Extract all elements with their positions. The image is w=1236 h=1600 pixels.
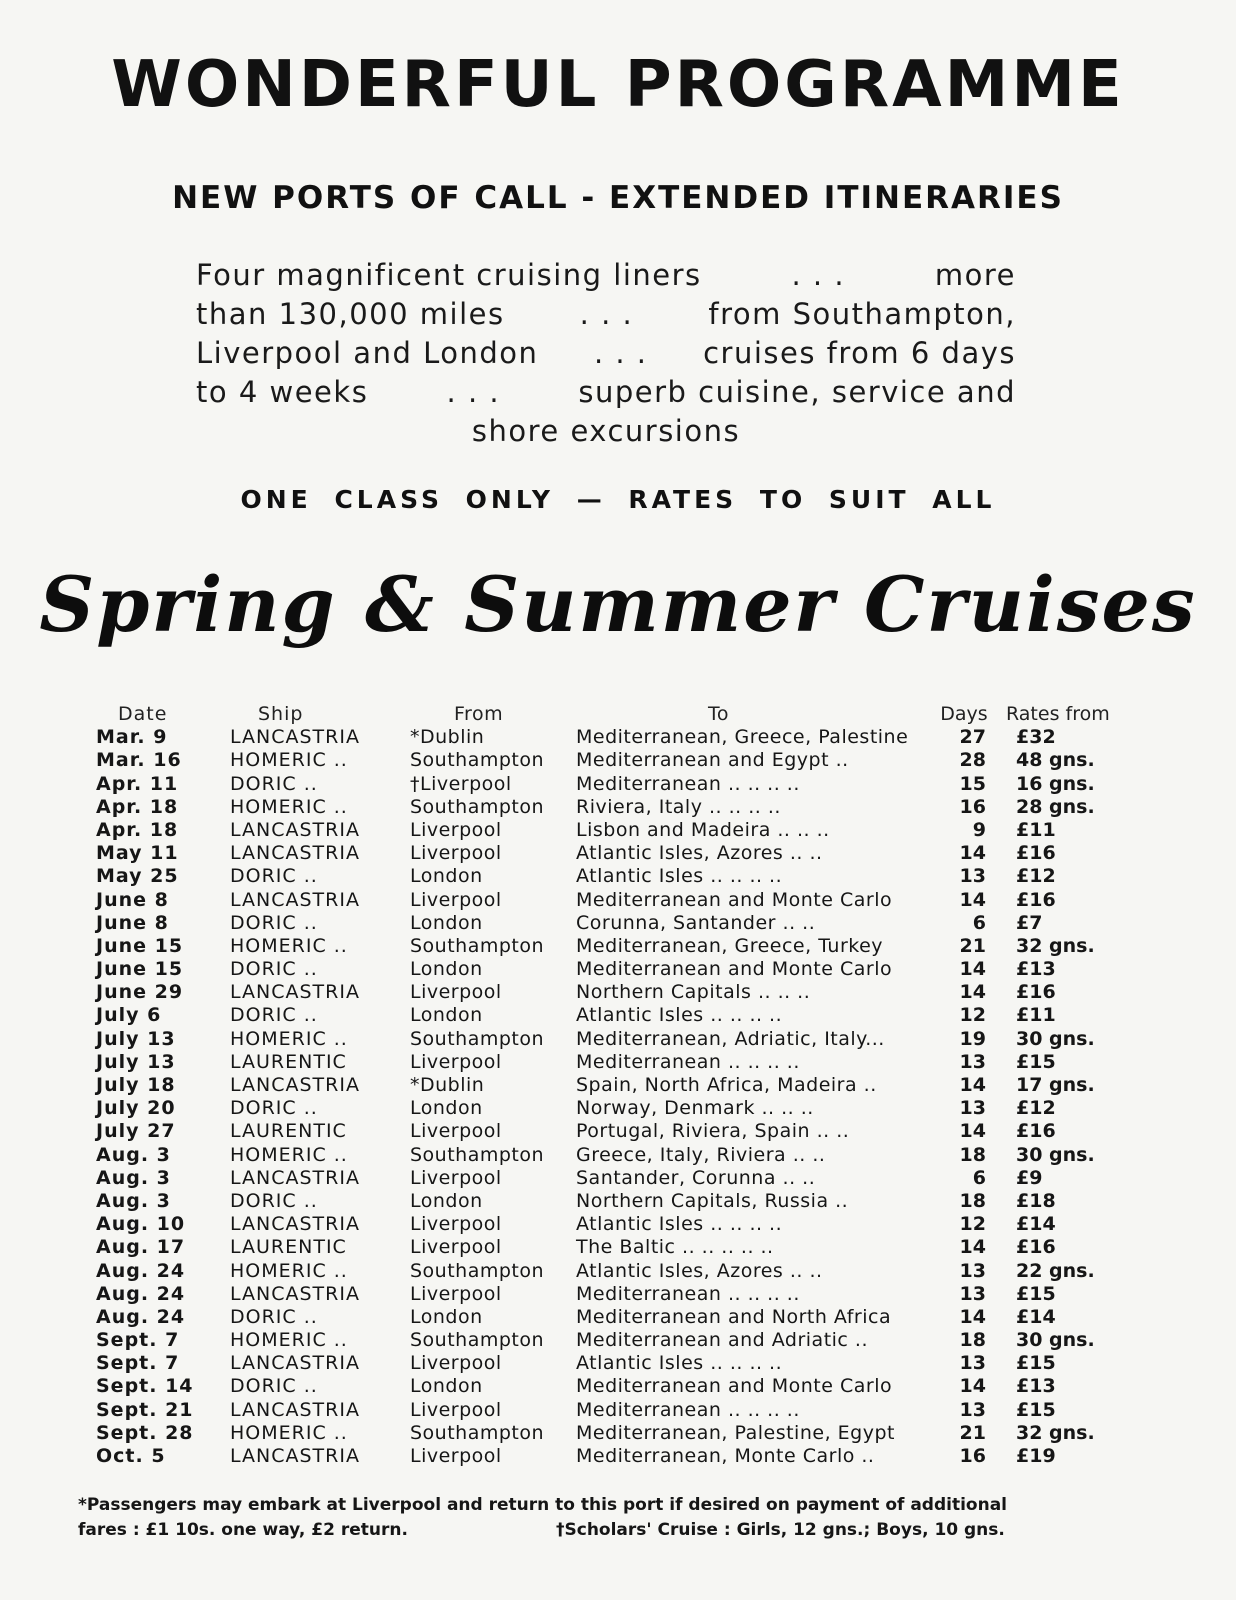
cell-from: Southampton	[410, 1329, 545, 1352]
table-row	[96, 819, 1146, 842]
cell-ship: HOMERIC ..	[230, 1143, 348, 1166]
cell-days: 6	[972, 1166, 986, 1189]
table-row	[96, 749, 1146, 772]
table-row	[96, 935, 1146, 958]
cell-to: Mediterranean, Greece, Turkey	[576, 934, 884, 957]
cell-date: Aug. 24	[96, 1282, 186, 1305]
headline: WONDERFUL PROGRAMME	[111, 48, 1125, 122]
cell-date: July 13	[96, 1050, 176, 1073]
cell-date: Aug. 24	[96, 1305, 186, 1328]
cell-to: Mediterranean, Greece, Palestine	[576, 726, 909, 749]
cell-from: Southampton	[410, 795, 545, 818]
cell-ship: LANCASTRIA	[230, 1445, 360, 1467]
table-row	[96, 842, 1146, 865]
table-row	[96, 726, 1146, 749]
cell-ship: LANCASTRIA	[230, 726, 360, 749]
cell-from: Southampton	[410, 1027, 545, 1050]
cell-days: 14	[959, 958, 986, 981]
cell-to: Norway, Denmark .. .. ..	[576, 1097, 814, 1120]
cell-rate: £9	[1016, 1166, 1043, 1189]
cell-from: London	[410, 1375, 483, 1398]
cell-date: Sept. 7	[96, 1352, 180, 1375]
header-rate: Rates from	[1006, 703, 1110, 725]
cell-rate: £11	[1016, 1004, 1056, 1027]
cell-rate: £15	[1016, 1050, 1056, 1073]
cell-to: Northern Capitals .. .. ..	[576, 981, 811, 1004]
cell-from: Liverpool	[410, 1213, 502, 1236]
header-ship: Ship	[258, 703, 304, 725]
cell-date: June 29	[96, 981, 184, 1004]
header-date: Date	[118, 703, 168, 725]
cell-days: 14	[959, 1236, 986, 1259]
cell-from: Southampton	[410, 934, 545, 957]
cell-ship: DORIC ..	[230, 865, 318, 888]
cell-to: Atlantic Isles .. .. .. ..	[576, 865, 783, 888]
cell-ship: DORIC ..	[230, 1004, 318, 1027]
table-row	[96, 958, 1146, 981]
table-row	[96, 1422, 1146, 1445]
cell-to: Mediterranean and Monte Carlo	[576, 888, 893, 911]
cell-to: The Baltic .. .. .. .. ..	[576, 1236, 774, 1259]
cell-from: Liverpool	[410, 842, 502, 865]
cell-date: June 8	[96, 888, 169, 911]
cell-ship: LANCASTRIA	[230, 1398, 360, 1421]
cell-rate: £11	[1016, 818, 1056, 841]
cell-from: London	[410, 1004, 483, 1027]
cell-days: 14	[959, 1305, 986, 1328]
cell-rate: £13	[1016, 1375, 1056, 1398]
cell-rate: £15	[1016, 1352, 1056, 1375]
cell-to: Mediterranean, Monte Carlo ..	[576, 1445, 875, 1467]
cell-rate: £16	[1016, 1120, 1056, 1143]
cell-days: 16	[959, 795, 986, 818]
cell-date: May 25	[96, 865, 179, 888]
cell-ship: DORIC ..	[230, 1189, 318, 1212]
cell-ship: DORIC ..	[230, 772, 318, 795]
cell-ship: LANCASTRIA	[230, 888, 360, 911]
cell-to: Mediterranean, Adriatic, Italy...	[576, 1027, 885, 1050]
cell-rate: £14	[1016, 1213, 1056, 1236]
cell-to: Mediterranean and Egypt ..	[576, 749, 849, 772]
cell-days: 14	[959, 842, 986, 865]
cell-from: Liverpool	[410, 888, 502, 911]
table-row	[96, 1144, 1146, 1167]
table-row	[96, 1028, 1146, 1051]
cell-to: Spain, North Africa, Madeira ..	[576, 1074, 877, 1096]
cell-date: Aug. 17	[96, 1236, 186, 1259]
cell-days: 14	[959, 1120, 986, 1143]
cell-rate: £13	[1016, 958, 1056, 981]
cell-date: June 8	[96, 911, 169, 934]
header-days: Days	[940, 703, 988, 725]
cell-days: 12	[959, 1213, 986, 1236]
cell-days: 27	[959, 726, 986, 749]
cell-from: Liverpool	[410, 1352, 502, 1375]
cell-ship: DORIC ..	[230, 1097, 318, 1120]
cell-days: 13	[959, 865, 986, 888]
cell-days: 13	[959, 1398, 986, 1421]
cell-from: London	[410, 1305, 483, 1328]
cell-ship: HOMERIC ..	[230, 795, 348, 818]
cell-ship: DORIC ..	[230, 1375, 318, 1398]
cell-date: Aug. 3	[96, 1166, 171, 1189]
cell-ship: DORIC ..	[230, 958, 318, 981]
cell-ship: LANCASTRIA	[230, 1074, 360, 1096]
cell-ship: LANCASTRIA	[230, 1282, 360, 1305]
cell-to: Lisbon and Madeira .. .. ..	[576, 818, 830, 841]
cell-from: Southampton	[410, 749, 545, 772]
cell-ship: LANCASTRIA	[230, 1352, 360, 1375]
cell-rate: £7	[1016, 911, 1043, 934]
cell-rate: £15	[1016, 1282, 1056, 1305]
cell-date: Aug. 24	[96, 1259, 186, 1282]
cell-days: 14	[959, 888, 986, 911]
cell-rate: 30 gns.	[1016, 1027, 1095, 1050]
cell-from: *Dublin	[410, 726, 485, 749]
footnote-line	[78, 1518, 1158, 1543]
cell-rate: £32	[1016, 726, 1056, 749]
cell-ship: LANCASTRIA	[230, 842, 360, 865]
cell-from: Southampton	[410, 1421, 545, 1444]
cell-ship: HOMERIC ..	[230, 1259, 348, 1282]
cell-to: Atlantic Isles, Azores .. ..	[576, 842, 823, 865]
cell-ship: DORIC ..	[230, 911, 318, 934]
cell-rate: 32 gns.	[1016, 934, 1095, 957]
cell-from: Liverpool	[410, 1398, 502, 1421]
cell-rate: £14	[1016, 1305, 1056, 1328]
cell-rate: £16	[1016, 842, 1056, 865]
cell-to: Corunna, Santander .. ..	[576, 911, 816, 934]
table-row	[96, 1306, 1146, 1329]
cell-rate: 28 gns.	[1016, 795, 1095, 818]
table-row	[96, 912, 1146, 935]
cell-date: Aug. 3	[96, 1143, 171, 1166]
cell-days: 13	[959, 1352, 986, 1375]
cell-to: Portugal, Riviera, Spain .. ..	[576, 1120, 850, 1143]
cell-ship: DORIC ..	[230, 1305, 318, 1328]
cell-ship: LAURENTIC	[230, 1050, 347, 1073]
cell-to: Mediterranean and North Africa	[576, 1305, 892, 1328]
script-title: Spring & Summer Cruises	[39, 560, 1197, 649]
cell-rate: £12	[1016, 1097, 1056, 1120]
table-row	[96, 981, 1146, 1004]
footnote-fares: fares : £1 10s. one way, £2 return.	[78, 1520, 408, 1540]
cell-to: Mediterranean .. .. .. ..	[576, 1050, 800, 1073]
cell-from: Liverpool	[410, 1120, 502, 1143]
cell-from: †Liverpool	[410, 772, 512, 795]
cell-to: Atlantic Isles .. .. .. ..	[576, 1213, 783, 1236]
cell-ship: LANCASTRIA	[230, 981, 360, 1004]
cell-days: 9	[972, 818, 986, 841]
cell-rate: £12	[1016, 865, 1056, 888]
cell-days: 21	[959, 934, 986, 957]
cell-rate: £19	[1016, 1445, 1056, 1467]
cruise-schedule-table	[96, 703, 1146, 1468]
cell-date: Apr. 11	[96, 772, 179, 795]
cell-days: 13	[959, 1050, 986, 1073]
cell-to: Mediterranean and Monte Carlo	[576, 1375, 893, 1398]
cell-to: Santander, Corunna .. ..	[576, 1166, 816, 1189]
cell-days: 16	[959, 1445, 986, 1467]
cell-days: 12	[959, 1004, 986, 1027]
header-to: To	[708, 703, 730, 725]
cell-date: Mar. 16	[96, 749, 182, 772]
table-row	[96, 1213, 1146, 1236]
cell-from: Liverpool	[410, 1050, 502, 1073]
table-row	[96, 889, 1146, 912]
cell-from: London	[410, 958, 483, 981]
cell-date: Sept. 21	[96, 1398, 194, 1421]
cell-to: Northern Capitals, Russia ..	[576, 1189, 849, 1212]
intro-line: Four magnificent cruising liners . . . more	[196, 258, 1016, 292]
table-row	[96, 1260, 1146, 1283]
cell-ship: LANCASTRIA	[230, 818, 360, 841]
cell-days: 21	[959, 1421, 986, 1444]
intro-line: shore excursions	[471, 414, 741, 448]
cell-from: London	[410, 1189, 483, 1212]
cell-days: 18	[959, 1143, 986, 1166]
cell-date: Mar. 9	[96, 726, 168, 749]
table-row	[96, 1120, 1146, 1143]
cell-date: Aug. 10	[96, 1213, 186, 1236]
cell-to: Atlantic Isles .. .. .. ..	[576, 1004, 783, 1027]
cell-date: Sept. 28	[96, 1421, 194, 1444]
footnote-scholars: †Scholars' Cruise : Girls, 12 gns.; Boys, 10 gns.	[556, 1520, 1005, 1540]
cell-rate: £16	[1016, 888, 1056, 911]
cell-from: Liverpool	[410, 1282, 502, 1305]
cell-from: Southampton	[410, 1259, 545, 1282]
cell-from: Southampton	[410, 1143, 545, 1166]
cell-to: Mediterranean, Palestine, Egypt	[576, 1421, 895, 1444]
table-row	[96, 1167, 1146, 1190]
cell-date: July 27	[96, 1120, 176, 1143]
cell-rate: £16	[1016, 1236, 1056, 1259]
cell-to: Greece, Italy, Riviera .. ..	[576, 1143, 826, 1166]
cell-from: Liverpool	[410, 981, 502, 1004]
cell-ship: HOMERIC ..	[230, 934, 348, 957]
cell-days: 13	[959, 1259, 986, 1282]
table-row	[96, 1399, 1146, 1422]
cell-date: July 20	[96, 1097, 176, 1120]
cell-from: Liverpool	[410, 818, 502, 841]
cell-days: 14	[959, 981, 986, 1004]
cell-date: Oct. 5	[96, 1445, 166, 1467]
intro-line: than 130,000 miles . . . from Southampton,	[196, 297, 1016, 331]
cell-date: July 13	[96, 1027, 176, 1050]
table-row	[96, 773, 1146, 796]
cell-days: 14	[959, 1074, 986, 1096]
cell-from: *Dublin	[410, 1074, 485, 1096]
table-row	[96, 1445, 1146, 1468]
cell-days: 18	[959, 1189, 986, 1212]
table-row	[96, 1004, 1146, 1027]
subheadline: NEW PORTS OF CALL - EXTENDED ITINERARIES	[172, 180, 1064, 216]
table-row	[96, 1236, 1146, 1259]
cell-ship: LANCASTRIA	[230, 1213, 360, 1236]
cell-to: Mediterranean .. .. .. ..	[576, 1282, 800, 1305]
table-row	[96, 1074, 1146, 1097]
cell-days: 6	[972, 911, 986, 934]
cell-date: Apr. 18	[96, 795, 179, 818]
cell-to: Mediterranean and Monte Carlo	[576, 958, 893, 981]
footnote-line: *Passengers may embark at Liverpool and return to this port if desired on payment of additional	[78, 1495, 1007, 1515]
intro-paragraph	[196, 256, 1016, 451]
cell-ship: HOMERIC ..	[230, 1329, 348, 1352]
cell-date: Apr. 18	[96, 818, 179, 841]
cell-rate: 30 gns.	[1016, 1143, 1095, 1166]
cell-ship: LANCASTRIA	[230, 1166, 360, 1189]
cell-to: Riviera, Italy .. .. .. ..	[576, 795, 781, 818]
table-row	[96, 1190, 1146, 1213]
table-row	[96, 1051, 1146, 1074]
cell-date: May 11	[96, 842, 179, 865]
table-row	[96, 865, 1146, 888]
cell-days: 19	[959, 1027, 986, 1050]
cell-rate: 16 gns.	[1016, 772, 1095, 795]
header-from: From	[454, 703, 504, 725]
footnotes	[78, 1493, 1158, 1543]
cell-ship: LAURENTIC	[230, 1236, 347, 1259]
cell-ship: HOMERIC ..	[230, 749, 348, 772]
table-header	[96, 703, 1146, 726]
cell-date: June 15	[96, 958, 184, 981]
table-row	[96, 1375, 1146, 1398]
cell-from: Liverpool	[410, 1445, 502, 1467]
cell-days: 14	[959, 1375, 986, 1398]
cell-date: Sept. 7	[96, 1329, 180, 1352]
cell-from: London	[410, 1097, 483, 1120]
cell-days: 18	[959, 1329, 986, 1352]
cell-to: Mediterranean and Adriatic ..	[576, 1329, 868, 1352]
cell-to: Atlantic Isles .. .. .. ..	[576, 1352, 783, 1375]
cell-days: 13	[959, 1282, 986, 1305]
cell-rate: £18	[1016, 1189, 1056, 1212]
cell-rate: £15	[1016, 1398, 1056, 1421]
table-row	[96, 1283, 1146, 1306]
cell-ship: HOMERIC ..	[230, 1421, 348, 1444]
cell-rate: 30 gns.	[1016, 1329, 1095, 1352]
cell-rate: 32 gns.	[1016, 1421, 1095, 1444]
cell-rate: 22 gns.	[1016, 1259, 1095, 1282]
cell-from: Liverpool	[410, 1166, 502, 1189]
cell-to: Mediterranean .. .. .. ..	[576, 772, 800, 795]
cell-from: London	[410, 911, 483, 934]
cell-date: Aug. 3	[96, 1189, 171, 1212]
cell-date: June 15	[96, 934, 184, 957]
cell-ship: HOMERIC ..	[230, 1027, 348, 1050]
cell-days: 15	[959, 772, 986, 795]
cell-ship: LAURENTIC	[230, 1120, 347, 1143]
cell-rate: 48 gns.	[1016, 749, 1095, 772]
intro-line: Liverpool and London . . . cruises from 6 days	[196, 336, 1016, 370]
cell-rate: £16	[1016, 981, 1056, 1004]
cell-date: July 18	[96, 1074, 176, 1096]
cell-to: Mediterranean .. .. .. ..	[576, 1398, 800, 1421]
table-row	[96, 796, 1146, 819]
cell-from: London	[410, 865, 483, 888]
cell-days: 13	[959, 1097, 986, 1120]
cell-date: Sept. 14	[96, 1375, 194, 1398]
table-row	[96, 1352, 1146, 1375]
class-line: ONE CLASS ONLY — RATES TO SUIT ALL	[240, 485, 996, 514]
intro-line: to 4 weeks . . . superb cuisine, service and	[196, 375, 1016, 409]
table-row	[96, 1329, 1146, 1352]
table-row	[96, 1097, 1146, 1120]
cell-rate: 17 gns.	[1016, 1074, 1095, 1096]
cell-from: Liverpool	[410, 1236, 502, 1259]
cell-to: Atlantic Isles, Azores .. ..	[576, 1259, 823, 1282]
cell-days: 28	[959, 749, 986, 772]
cell-date: July 6	[96, 1004, 162, 1027]
